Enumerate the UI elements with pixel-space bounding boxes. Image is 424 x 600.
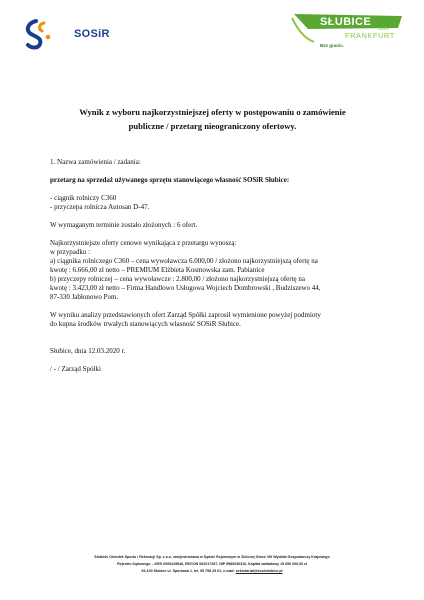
case-a-line: a) ciągnika rolniczego C360 – cena wywoławcza 6.000,00 / złożono najkorzystniejszą ofertę na bbox=[50, 257, 318, 265]
case-b-line: 87-330 Jabłonowo Pom. bbox=[50, 293, 119, 301]
signature: / - / Zarząd Spółki bbox=[50, 365, 101, 373]
slubice-frankfurt: FRANKFURT bbox=[345, 31, 395, 40]
footer-line bbox=[30, 568, 394, 575]
footer-line: Słubicki Ośrodek Sportu i Rekreacji Sp. z o.o. zarejestrowana w Sądzie Rejonowym w Zielonej Górze VIII Wydział Gospodarczy Krajowego bbox=[94, 555, 330, 559]
case-b-line: b) przyczepy rolniczej – cena wywoławcze : 2.800,00 / złożono najkorzystniejszą ofertę na bbox=[50, 275, 306, 283]
best-offers-intro: Najkorzystniejsze oferty cenowe wynikająca z przetargu wynoszą: bbox=[50, 239, 237, 247]
slubice-tagline: Bez granic. bbox=[320, 43, 345, 48]
footer bbox=[30, 554, 394, 575]
document-title bbox=[60, 105, 365, 133]
date-line: Słubice, dnia 12.03.2020 r. bbox=[50, 347, 126, 355]
item-label: 1. Nazwa zamówienia / zadania: bbox=[50, 158, 141, 166]
slubice-oder: ODER bbox=[378, 26, 390, 31]
case-b-line: kwotę : 3.423,00 zł netto – Firma Handlowo Usługowa Wojciech Dombrowski , Budziszewo 44, bbox=[50, 284, 321, 292]
conclusion-line: W wyniku analizy przedstawionych ofert Zarząd Spółki zaprosił wymienione powyżej podmioty bbox=[50, 311, 321, 319]
equipment-item: - przyczepa rolnicza Autosan D-47. bbox=[50, 203, 150, 211]
equipment-item: - ciągnik rolniczy C360 bbox=[50, 194, 117, 202]
conclusion-line: do kupna środków trwałych stanowiących własność SOSiR Słubice. bbox=[50, 320, 241, 328]
title-line-2: publiczne / przetarg nieograniczony ofertowy. bbox=[128, 121, 297, 131]
sosir-logo bbox=[22, 15, 132, 55]
document-body bbox=[50, 158, 380, 374]
slubice-name: SŁUBICE bbox=[320, 16, 372, 28]
sosir-wordmark: SOSiR bbox=[74, 28, 110, 40]
offers-count: W wymaganym terminie zostało złożonych : 6 ofert. bbox=[50, 221, 198, 229]
case-intro: w przypadku : bbox=[50, 248, 91, 256]
footer-address: 69-100 Słubice ul. Sportowa 1, tel. 95 758 25 61, e-mail: bbox=[141, 569, 236, 573]
case-a-line: kwotę : 6.666,00 zł netto – PREMIUM Elżbieta Kosmowska zam. Pabianice bbox=[50, 266, 265, 274]
title-line-1: Wynik z wyboru najkorzystniejszej oferty w postępowaniu o zamówienie bbox=[79, 107, 346, 117]
item-subject: przetarg na sprzedaż używanego sprzętu stanowiącego własność SOSiR Słubice: bbox=[50, 176, 290, 184]
sosir-swirl-icon bbox=[22, 15, 72, 55]
slubice-logo bbox=[290, 12, 408, 54]
footer-email-link[interactable]: sekretariat@sosirslubice.pl bbox=[235, 569, 283, 573]
footer-line: Rejestru Sądowego – KRS 0000415548, REGON 081017397, NIP 5980036316, Kapitał zakładowy 15 696 000,00 zł bbox=[117, 562, 307, 566]
